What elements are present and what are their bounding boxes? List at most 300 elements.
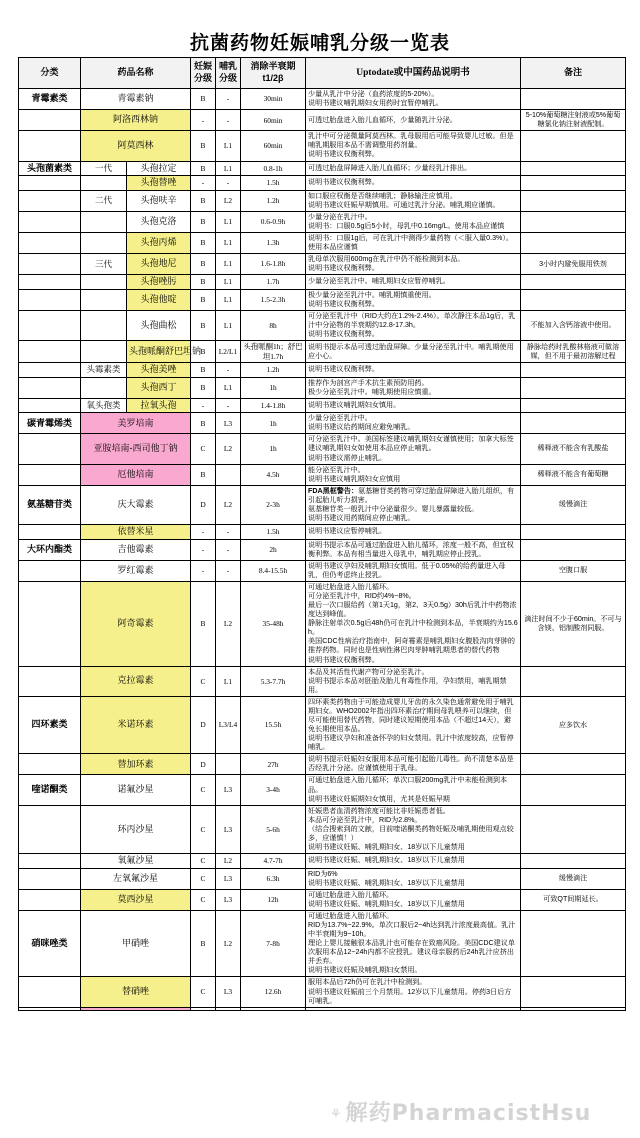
cell-drug-name: 头孢西丁: [127, 377, 191, 398]
cell-drug-name: 头孢美唑: [127, 363, 191, 378]
description-line: 说明书建议权衡利弊。: [308, 655, 379, 664]
cell-description: [306, 413, 521, 434]
cell-category: [19, 110, 81, 131]
cell-category: [19, 310, 81, 340]
table-row: [19, 131, 626, 161]
header-lactation-grade: [216, 58, 241, 89]
cell-half-life: 头孢哌酮1h；舒巴坦1.7h: [241, 341, 306, 363]
description-line: 说明书提示本品可透过胎盘屏障。少量分泌至乳汁中。哺乳期使用应小心。: [308, 342, 514, 360]
cell-description: [306, 275, 521, 290]
cell-half-life: 1h: [241, 434, 306, 464]
description-line: 说明书建议妊娠、哺乳期妇女、18岁以下儿童禁用: [308, 856, 465, 865]
cell-remark: 5-10%葡萄糖注射液或5%葡萄糖氯化钠注射液配制。: [521, 110, 626, 131]
cell-drug-name: 阿洛西林钠: [81, 110, 191, 131]
cell-drug-name: 头孢拉定: [127, 161, 191, 176]
table-row: [19, 1007, 626, 1010]
table-row: [19, 805, 626, 853]
cell-description: [306, 310, 521, 340]
cell-lactation-grade: L2: [216, 910, 241, 977]
cell-remark: [521, 398, 626, 413]
description-line: 氨基糖苷类一般乳汁中分泌量很少。婴儿暴露量较低。: [308, 504, 479, 513]
cell-half-life: 7-8h: [241, 910, 306, 977]
table-row: [19, 464, 626, 485]
cell-drug-name: 美罗培南: [81, 413, 191, 434]
cell-lactation-grade: L1: [216, 131, 241, 161]
antibiotic-pregnancy-lactation-table: [18, 57, 626, 1011]
table-row: [19, 525, 626, 540]
cell-subcategory: 三代: [81, 254, 127, 275]
cell-category: [19, 398, 81, 413]
description-line: 说明书提示本品可通过胎盘进入胎儿循环，浓度一般不高，但宜权衡利弊。本品有相当量进入母乳中，哺乳期应停止授乳。: [308, 540, 514, 558]
table-row: [19, 161, 626, 176]
cell-description: [306, 211, 521, 232]
cell-drug-name: 头孢地尼: [127, 254, 191, 275]
table-row: [19, 889, 626, 910]
header-half-life-line2: t1/2β: [262, 73, 284, 83]
cell-half-life: 1h: [241, 413, 306, 434]
cell-description: [306, 464, 521, 485]
description-line: 四环素类药物由于可能造成婴儿牙齿的永久染色通常避免用于哺乳期妇女。WHO2002年指出四环素治疗期间母乳喂养可以继续，但尽可能使用替代药物，同时建议短期使用本品（不超过14天），避免长期使用本品。: [308, 697, 514, 734]
table-row: [19, 254, 626, 275]
cell-category: [19, 254, 81, 275]
cell-category: [19, 805, 81, 853]
cell-category: [19, 868, 81, 889]
table-row: [19, 211, 626, 232]
description-line: 可通过胎盘进入胎儿循环；单次口服200mg乳汁中未能检测到本品。: [308, 776, 508, 794]
cell-half-life: 35-48h: [241, 581, 306, 666]
cell-remark: [521, 363, 626, 378]
cell-pregnancy-grade: D: [191, 754, 216, 775]
cell-lactation-grade: L3: [216, 868, 241, 889]
cell-remark: [521, 413, 626, 434]
cell-drug-name: 拉氧头孢: [127, 398, 191, 413]
cell-half-life: 1h: [241, 377, 306, 398]
cell-category: [19, 854, 81, 869]
cell-category: [19, 211, 81, 232]
description-line: 说明书建议应暂停哺乳。: [308, 527, 387, 536]
description-line: RID为6%: [308, 869, 338, 878]
cell-remark: [521, 977, 626, 1007]
cell-half-life: 8.4-15.5h: [241, 560, 306, 581]
watermark-mark: ⚘: [330, 1106, 343, 1122]
table-row: [19, 310, 626, 340]
description-line: 说明书建议哺乳期妇女应慎用: [308, 474, 401, 483]
cell-drug-name: 头孢替唑: [127, 176, 191, 191]
cell-half-life: 60min: [241, 131, 306, 161]
cell-description: [306, 434, 521, 464]
description-line: 说明书建议哺乳期妇女用药时宜暂停哺乳。: [308, 99, 443, 108]
cell-description: [306, 161, 521, 176]
cell-description: [306, 341, 521, 363]
cell-remark: [521, 805, 626, 853]
description-line: 少量分泌至乳汁中。哺乳期妇女应暂停哺乳。: [308, 277, 450, 286]
watermark: [330, 1096, 591, 1127]
cell-category: [19, 341, 81, 363]
cell-category: [19, 560, 81, 581]
cell-half-life: 6.3h: [241, 868, 306, 889]
cell-subcategory: 一代: [81, 161, 127, 176]
cell-description: [306, 131, 521, 161]
cell-half-life: 1.5h: [241, 525, 306, 540]
cell-drug-name: 头孢曲松: [127, 310, 191, 340]
table-row: [19, 190, 626, 211]
cell-description: [306, 232, 521, 253]
cell-remark: [521, 377, 626, 398]
header-drug-name: 药品名称: [81, 58, 191, 89]
table-row: [19, 377, 626, 398]
cell-drug-name: 替加环素: [81, 754, 191, 775]
description-line: 可分泌至乳汁中（RID大约在1.2%-2.4%）。单次静注本品1g后，乳汁中分泌物的半衰期约12.8-17.3h。: [308, 311, 516, 329]
cell-lactation-grade: [216, 464, 241, 485]
cell-half-life: 1.4-1.8h: [241, 398, 306, 413]
cell-half-life: 1.2h: [241, 190, 306, 211]
cell-lactation-grade: L1: [216, 254, 241, 275]
cell-remark: [521, 539, 626, 560]
cell-drug-name: 克拉霉素: [81, 666, 191, 696]
cell-pregnancy-grade: -: [191, 560, 216, 581]
description-line: 说明书建议孕妇和准备怀孕的妇女禁用。乳汁中浓度较高，应暂停哺乳。: [308, 734, 514, 752]
cell-remark: [521, 131, 626, 161]
cell-lactation-grade: L3: [216, 775, 241, 805]
description-line: 少量分泌至乳汁中。: [308, 414, 372, 423]
cell-description: [306, 666, 521, 696]
cell-pregnancy-grade: B: [191, 161, 216, 176]
table-row: [19, 232, 626, 253]
cell-lactation-grade: L3/L4: [216, 696, 241, 753]
cell-lactation-grade: L2: [216, 190, 241, 211]
cell-description: [306, 754, 521, 775]
cell-pregnancy-grade: C: [191, 854, 216, 869]
cell-pregnancy-grade: [191, 1007, 216, 1010]
cell-drug-name: 莫西沙星: [81, 889, 191, 910]
cell-description: [306, 363, 521, 378]
watermark-text: 解药PharmacistHsu: [345, 1101, 592, 1126]
cell-drug-name: 替硝唑: [81, 977, 191, 1007]
description-line: 本品及其活性代谢产物可分泌至乳汁。: [308, 667, 429, 676]
cell-half-life: 1.3h: [241, 232, 306, 253]
cell-remark: [521, 211, 626, 232]
cell-lactation-grade: L1: [216, 211, 241, 232]
cell-description: [306, 910, 521, 977]
description-line: 可透过胎盘进入胎儿血循环，少量随乳汁分泌。: [308, 115, 457, 124]
cell-category: 青霉素类: [19, 89, 81, 110]
cell-lactation-grade: L2: [216, 854, 241, 869]
cell-subcategory: [81, 275, 127, 290]
description-line: 妊娠患者血清药物浓度可能比非妊娠患者低。: [308, 806, 450, 815]
cell-subcategory: 二代: [81, 190, 127, 211]
description-line: 可分泌至乳汁中。美国标签建议哺乳期妇女谨慎使用；加拿大标签建议哺乳期妇女如使用本品应停止哺乳。: [308, 435, 514, 453]
cell-lactation-grade: L2: [216, 581, 241, 666]
description-line: 说明书建议用药期间应停止哺乳。: [308, 514, 415, 523]
description-line: 可通过胎盘进入胎儿循环。: [308, 890, 394, 899]
cell-half-life: 1.5h: [241, 176, 306, 191]
cell-description: [306, 254, 521, 275]
cell-pregnancy-grade: D: [191, 696, 216, 753]
cell-drug-name: 头孢他啶: [127, 289, 191, 310]
table-row: [19, 977, 626, 1007]
cell-pregnancy-grade: B: [191, 910, 216, 977]
cell-description: [306, 560, 521, 581]
description-line: 说明书建议妊娠早期慎用。可通过乳汁分泌。哺乳期应谨慎。: [308, 200, 500, 209]
cell-category: 硝咪唑类: [19, 910, 81, 977]
cell-drug-name: 头孢呋辛: [127, 190, 191, 211]
cell-remark: 稀释液不能含有葡萄糖: [521, 464, 626, 485]
description-line: 说明书建议权衡利弊。: [308, 264, 379, 273]
table-row: [19, 581, 626, 666]
cell-drug-name: 头孢丙烯: [127, 232, 191, 253]
cell-pregnancy-grade: -: [191, 398, 216, 413]
cell-pregnancy-grade: -: [191, 110, 216, 131]
cell-category: [19, 754, 81, 775]
cell-half-life: 5-6h: [241, 805, 306, 853]
cell-pregnancy-grade: B: [191, 464, 216, 485]
cell-pregnancy-grade: D: [191, 485, 216, 524]
cell-half-life: 4.7-7h: [241, 854, 306, 869]
description-line: （结合搜索到的文献，目前喹诺酮类药物妊娠及哺乳期使用观点较多，应谨慎！）: [308, 824, 514, 842]
table-row: [19, 434, 626, 464]
header-pregnancy-line1: 妊娠: [194, 61, 213, 72]
description-line: 可通过胎盘进入胎儿循环。: [308, 582, 394, 591]
description-line: 本品可分泌至乳汁中，RID为2.8%。: [308, 815, 422, 824]
cell-category: [19, 434, 81, 464]
description-line: 说明书建议妊娠期妇女慎用，尤其是妊娠早期: [308, 794, 450, 803]
cell-description: [306, 854, 521, 869]
cell-drug-name: 亚胺培南-西司他丁钠: [81, 434, 191, 464]
cell-drug-name: 左氧氟沙星: [81, 868, 191, 889]
cell-subcategory: [81, 289, 127, 310]
cell-remark: [521, 1007, 626, 1010]
description-line: 可分泌至乳汁中，RID约4%~8%。: [308, 592, 416, 600]
cell-description: [306, 539, 521, 560]
cell-lactation-grade: L3: [216, 977, 241, 1007]
cell-lactation-grade: [216, 754, 241, 775]
cell-description: [306, 1007, 521, 1010]
cell-lactation-grade: L1: [216, 377, 241, 398]
cell-remark: 应多饮水: [521, 696, 626, 753]
description-line: 说明书建议妊娠、哺乳期妇女、18岁以下儿童禁用: [308, 878, 465, 887]
table-row: [19, 539, 626, 560]
description-line: 理论上婴儿接触很本品乳汁也可能存在致癌风险。美国CDC建议单次服用本品12~24h内都不应授乳。建议母亲服药后24h乳汁应挤出并丢弃。: [308, 939, 515, 966]
cell-half-life: 0.6-0.9h: [241, 211, 306, 232]
description-line: 说明书建议需停止哺乳。: [308, 453, 387, 462]
description-line: 可透过胎盘屏障进入胎儿血循环；少量经乳汁排出。: [308, 163, 472, 172]
table-row: [19, 275, 626, 290]
cell-description: [306, 889, 521, 910]
cell-half-life: 1.6-1.8h: [241, 254, 306, 275]
cell-lactation-grade: L3: [216, 805, 241, 853]
cell-pregnancy-grade: B: [191, 289, 216, 310]
cell-description: [306, 581, 521, 666]
cell-pregnancy-grade: B: [191, 377, 216, 398]
cell-drug-name: 阿奇霉素: [81, 581, 191, 666]
cell-pregnancy-grade: B: [191, 89, 216, 110]
description-line: 能分泌至乳汁中。: [308, 465, 365, 474]
header-lactation-line1: 哺乳: [219, 61, 238, 72]
cell-description: [306, 977, 521, 1007]
cell-lactation-grade: -: [216, 89, 241, 110]
header-pregnancy-line2: 分级: [194, 73, 213, 83]
cell-description: [306, 485, 521, 524]
description-line: 静脉注射单次0.5g后48h仍可在乳汁中检测到本品，半衰期约为15.6h。: [308, 619, 518, 637]
cell-description: [306, 805, 521, 853]
description-line: 说明书：口服1g后，可在乳汁中测得少量药物（＜服入量0.3%）。使用本品应谨慎: [308, 233, 513, 251]
cell-drug-name: 头孢克洛: [127, 211, 191, 232]
cell-half-life: 1.5-2.3h: [241, 289, 306, 310]
cell-pregnancy-grade: -: [191, 525, 216, 540]
cell-lactation-grade: -: [216, 525, 241, 540]
description-line: 说明书建议权衡利弊。: [308, 178, 379, 187]
cell-pregnancy-grade: B: [191, 413, 216, 434]
cell-category: [19, 377, 81, 398]
description-line: 服用本品后72h仍可在乳汁中检测到。: [308, 978, 427, 987]
cell-drug-name: 环丙沙星: [81, 805, 191, 853]
cell-pregnancy-grade: C: [191, 775, 216, 805]
cell-lactation-grade: -: [216, 110, 241, 131]
cell-drug-name: [81, 1007, 191, 1010]
description-line: 说明书建议妊娠及哺乳期妇女禁用。: [308, 966, 422, 975]
cell-pregnancy-grade: C: [191, 434, 216, 464]
cell-remark: 3小时内避免服用铁剂: [521, 254, 626, 275]
cell-pregnancy-grade: B: [191, 310, 216, 340]
cell-category: [19, 977, 81, 1007]
cell-drug-name: 罗红霉素: [81, 560, 191, 581]
cell-subcategory: [81, 176, 127, 191]
cell-lactation-grade: -: [216, 398, 241, 413]
cell-remark: 不能加入含钙溶液中使用。: [521, 310, 626, 340]
cell-half-life: 2h: [241, 539, 306, 560]
header-pregnancy-grade: [191, 58, 216, 89]
cell-pregnancy-grade: B: [191, 275, 216, 290]
table-row: [19, 560, 626, 581]
description-line: 说明书建议哺乳期妇女慎用。: [308, 400, 401, 409]
description-line: 说明书建议孕妇及哺乳期妇女慎用。低于0.05%的给药量进入母乳，但仍考虑终止授乳。: [308, 561, 506, 579]
cell-half-life: 3-4h: [241, 775, 306, 805]
cell-pregnancy-grade: C: [191, 868, 216, 889]
table-row: [19, 754, 626, 775]
cell-drug-name: 诺氟沙星: [81, 775, 191, 805]
cell-drug-name: 米诺环素: [81, 696, 191, 753]
table-row: [19, 110, 626, 131]
cell-drug-name: 头孢唑肟: [127, 275, 191, 290]
cell-category: [19, 275, 81, 290]
cell-lactation-grade: L1: [216, 666, 241, 696]
cell-lactation-grade: L3: [216, 413, 241, 434]
cell-drug-name: 青霉素钠: [81, 89, 191, 110]
cell-remark: [521, 176, 626, 191]
cell-remark: [521, 232, 626, 253]
cell-remark: [521, 289, 626, 310]
cell-remark: 静脉给药时乳酸林格液可做溶媒，但不用于最初溶解过程: [521, 341, 626, 363]
cell-half-life: 15.5h: [241, 696, 306, 753]
cell-subcategory: [81, 232, 127, 253]
table-row: [19, 398, 626, 413]
cell-drug-name: 依替米星: [81, 525, 191, 540]
table-row: [19, 341, 626, 363]
header-row: [19, 58, 626, 89]
description-line: 说明书建议权衡利弊。: [308, 330, 379, 339]
cell-pregnancy-grade: B: [191, 363, 216, 378]
cell-pregnancy-grade: C: [191, 889, 216, 910]
cell-remark: [521, 666, 626, 696]
description-line: 极少量分泌至乳汁中。哺乳期慎重使用。: [308, 290, 436, 299]
cell-category: [19, 232, 81, 253]
cell-subcategory: [81, 211, 127, 232]
cell-category: [19, 464, 81, 485]
cell-description: [306, 377, 521, 398]
cell-half-life: 5.3-7.7h: [241, 666, 306, 696]
cell-pregnancy-grade: B: [191, 232, 216, 253]
cell-subcategory: [81, 310, 127, 340]
cell-remark: [521, 190, 626, 211]
cell-remark: [521, 910, 626, 977]
description-line: RID为13.7%~22.9%。单次口服后2~4h达到乳汁浓度最高值。乳汁中半衰期为9~10h。: [308, 921, 516, 939]
cell-remark: [521, 754, 626, 775]
description-line: 说明书建议妊娠、哺乳期妇女、18岁以下儿童禁用: [308, 899, 465, 908]
cell-drug-name: 吉他霉素: [81, 539, 191, 560]
cell-description: [306, 190, 521, 211]
table-row: [19, 868, 626, 889]
table-row: [19, 696, 626, 753]
cell-subcategory: 氧头孢类: [81, 398, 127, 413]
description-line: 美国CDC性病治疗指南中，阿奇霉素是哺乳期妇女腹股沟肉芽肿的推荐药物。同时也是性病性淋巴肉芽肿哺乳期患者的替代药物: [308, 637, 515, 655]
cell-lactation-grade: L1: [216, 310, 241, 340]
header-remark: 备注: [521, 58, 626, 89]
cell-remark: 稀释液不能含有乳酸盐: [521, 434, 626, 464]
table-body: [19, 89, 626, 1011]
cell-description: [306, 89, 521, 110]
table-row: [19, 910, 626, 977]
cell-category: 四环素类: [19, 696, 81, 753]
cell-drug-name: 头孢哌酮舒巴坦钠: [127, 341, 191, 363]
header-lactation-line2: 分级: [219, 73, 238, 83]
cell-description: [306, 398, 521, 413]
description-line: 说明书提示妊娠妇女服用本品可能引起胎儿毒性。尚不清楚本品是否经乳汁分泌。应谨慎使用于乳母。: [308, 755, 514, 773]
cell-half-life: 4.5h: [241, 464, 306, 485]
header-category: 分类: [19, 58, 81, 89]
cell-category: [19, 176, 81, 191]
cell-subcategory: [81, 341, 127, 363]
description-line: 说明书建议权衡利弊。: [308, 365, 379, 374]
cell-category: [19, 889, 81, 910]
cell-lactation-grade: L1: [216, 289, 241, 310]
cell-pregnancy-grade: -: [191, 176, 216, 191]
cell-lactation-grade: L2: [216, 485, 241, 524]
cell-category: [19, 666, 81, 696]
cell-pregnancy-grade: C: [191, 666, 216, 696]
cell-category: 氨基糖苷类: [19, 485, 81, 524]
cell-half-life: [241, 1007, 306, 1010]
description-line: 说明书建议权衡利弊。: [308, 299, 379, 308]
cell-half-life: 8h: [241, 310, 306, 340]
cell-remark: [521, 775, 626, 805]
header-half-life-line1: 消除半衰期: [250, 61, 296, 72]
cell-drug-name: 庆大霉素: [81, 485, 191, 524]
cell-lactation-grade: -: [216, 363, 241, 378]
cell-remark: 空腹口服: [521, 560, 626, 581]
table-row: [19, 485, 626, 524]
description-line: 说明书提示本品对胚胎及胎儿有毒性作用，孕妇禁用，哺乳期禁用。: [308, 676, 507, 694]
description-line: 推荐作为剖宫产手术抗生素预防用药。: [308, 378, 429, 387]
description-line: 说明书建议给药期间应避免哺乳。: [308, 423, 415, 432]
cell-half-life: 0.8-1h: [241, 161, 306, 176]
cell-lactation-grade: L2: [216, 434, 241, 464]
description-line: 如口服应权衡是否继续哺乳；静脉输注应慎用。: [308, 191, 457, 200]
cell-pregnancy-grade: C: [191, 977, 216, 1007]
cell-half-life: 12h: [241, 889, 306, 910]
cell-lactation-grade: L2/L1: [216, 341, 241, 363]
cell-description: [306, 696, 521, 753]
table-row: [19, 854, 626, 869]
